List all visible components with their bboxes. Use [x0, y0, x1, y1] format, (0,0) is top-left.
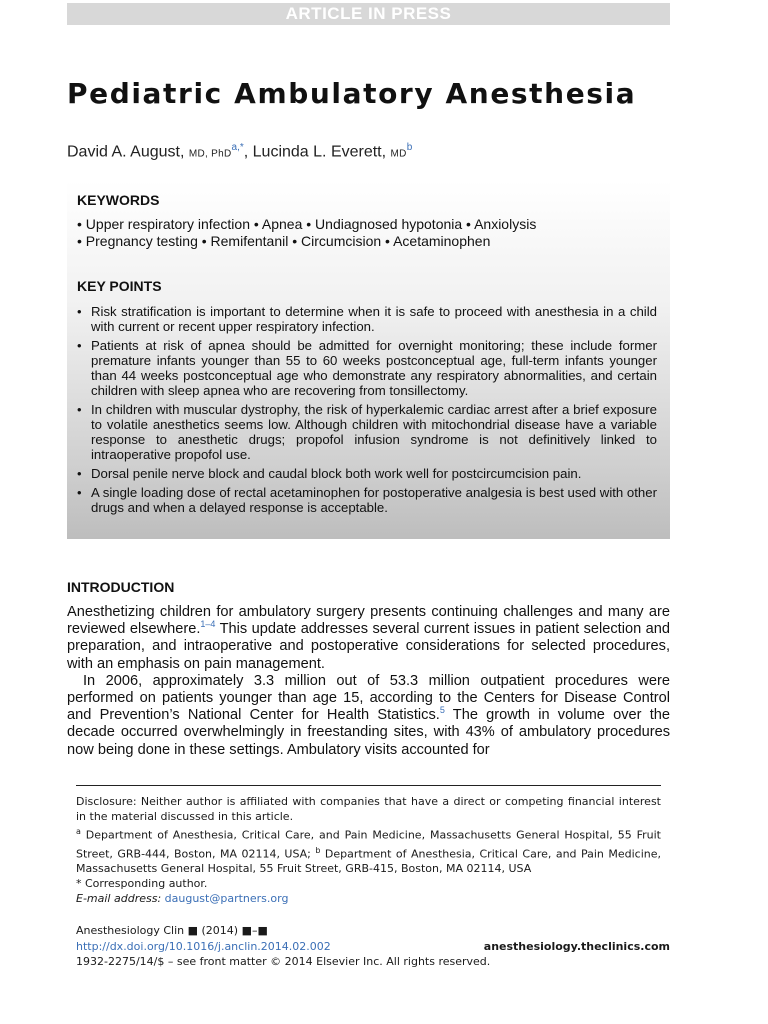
- paragraph: [67, 673, 670, 759]
- footnote-divider: [76, 785, 661, 786]
- keywords-key-points-box: [67, 180, 670, 539]
- email-label: E-mail address:: [76, 892, 162, 906]
- introduction-body: [67, 604, 670, 759]
- disclosure-note: Disclosure: Neither author is affiliated with companies that have a direct or competing financial interest in the material discussed in this article.: [76, 795, 661, 823]
- affiliation-mark: a: [76, 827, 81, 836]
- key-point: • Dorsal penile nerve block and caudal block both work well for postcircumcision pain.: [77, 466, 657, 481]
- author-name[interactable]: Lucinda L. Everett,: [252, 143, 387, 161]
- journal-citation: Anesthesiology Clin ■ (2014) ■–■: [76, 924, 268, 937]
- key-point: • In children with muscular dystrophy, the risk of hyperkalemic cardiac arrest after a brief exposure to volatile anesthetics seems low. Although children with mitochondrial disease have a variable response to anesthetic drugs; propofol infusion syndrome is not definitively linked to intraoperative propofol use.: [77, 402, 657, 462]
- paragraph-text: This update addresses several current issues in patient selection and preparation, and intraoperative and postoperative considerations for selected procedures, with an emphasis on pain management.: [67, 621, 670, 672]
- journal-info: [76, 923, 670, 970]
- keywords-line: • Pregnancy testing • Remifentanil • Circumcision • Acetaminophen: [77, 233, 491, 249]
- author-degrees: MD: [390, 148, 407, 160]
- article-in-press-banner: ARTICLE IN PRESS: [67, 3, 670, 25]
- key-points-heading: KEY POINTS: [77, 278, 162, 294]
- affiliations-note: [76, 824, 661, 876]
- citation-link[interactable]: 1–4: [200, 619, 216, 630]
- key-points-list: [77, 304, 657, 519]
- email-note: [76, 891, 661, 906]
- author-affiliation-mark[interactable]: a,*: [231, 142, 244, 153]
- keywords-heading: KEYWORDS: [77, 192, 160, 208]
- affiliation-text: Department of Anesthesia, Critical Care, and Pain Medicine, Massachusetts General Hospital, 55 Fruit Street, GRB-415, Boston, MA 02114, USA: [76, 847, 661, 876]
- affiliation-text: Department of Anesthesia, Critical Care, and Pain Medicine, Massachusetts General Hospital, 55 Fruit Street, GRB-444, Boston, MA 02114, USA;: [76, 828, 661, 861]
- key-point: • A single loading dose of rectal acetaminophen for postoperative analgesia is best used with other drugs and when a delayed response is acceptable.: [77, 485, 657, 515]
- key-point: • Patients at risk of apnea should be admitted for overnight monitoring; these include former premature infants younger than 55 to 60 weeks postconceptual age, full-term infants younger than 44 weeks postconceptual age who demonstrate any respiratory abnormalities, and certain children with sleep apnea who are recovering from tonsillectomy.: [77, 338, 657, 398]
- keywords-line: • Upper respiratory infection • Apnea • Undiagnosed hypotonia • Anxiolysis: [77, 216, 537, 232]
- doi-link[interactable]: http://dx.doi.org/10.1016/j.anclin.2014.02.002: [76, 939, 331, 953]
- citation-link[interactable]: 5: [439, 705, 445, 716]
- author-line: David A. August, MD, PhD$^{a,*}$, Lucinda L. Everett, $MD^b$: [67, 142, 413, 161]
- introduction-heading: INTRODUCTION: [67, 579, 175, 595]
- corresponding-author-note: * Corresponding author.: [76, 877, 208, 891]
- paragraph-text: The growth in volume over the decade occurred overwhelmingly in freestanding sites, with 43% of ambulatory procedures now being done in these settings. Ambulatory visits accounted for: [67, 707, 670, 758]
- paragraph-text: In 2006, approximately 3.3 million out of 53.3 million outpatient procedures were performed on patients younger than age 15, according to the Centers for Disease Control and Prevention’s National Center for Health Statistics.: [67, 672, 670, 724]
- paragraph-text: Anesthetizing children for ambulatory surgery presents continuing challenges and many are reviewed elsewhere.: [67, 604, 670, 638]
- affiliation-mark: b: [315, 845, 321, 855]
- article-title: Pediatric Ambulatory Anesthesia: [67, 77, 637, 110]
- doi-row: [76, 939, 670, 955]
- key-point: • Risk stratification is important to determine when it is safe to proceed with anesthesia in a child with current or recent upper respiratory infection.: [77, 304, 657, 334]
- author-name[interactable]: David A. August,: [67, 143, 185, 161]
- journal-site-link[interactable]: anesthesiology.theclinics.com: [483, 939, 670, 953]
- paragraph: [67, 604, 670, 673]
- email-link[interactable]: daugust@partners.org: [164, 892, 289, 906]
- author-affiliation-mark[interactable]: b: [406, 142, 413, 153]
- copyright-row: [76, 954, 670, 970]
- copyright-text: 1932-2275/14/$ – see front matter © 2014 Elsevier Inc. All rights reserved.: [76, 955, 491, 968]
- author-degrees: MD, PhD: [188, 148, 232, 160]
- footnotes: [76, 794, 661, 906]
- citation-row: [76, 923, 670, 939]
